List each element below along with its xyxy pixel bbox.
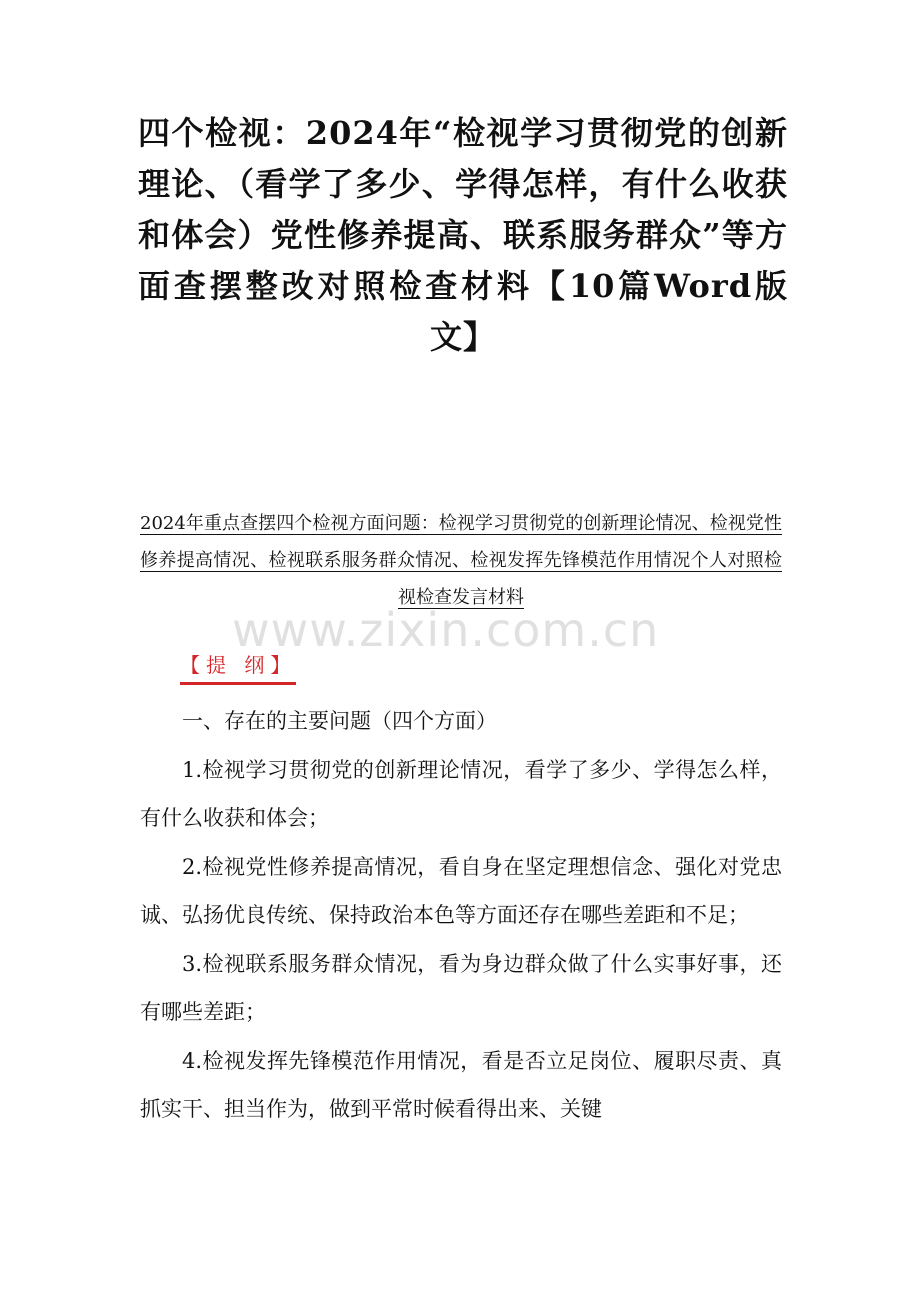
- document-title: 四个检视：2024年“检视学习贯彻党的创新理论、（看学了多少、学得怎样，有什么收获和体会）党性修养提高、联系服务群众”等方面查摆整改对照检查材料【10篇Word版文】: [138, 114, 788, 356]
- body-paragraph: 4.检视发挥先锋模范作用情况，看是否立足岗位、履职尽责、真抓实干、担当作为，做到平常时候看得出来、关键: [140, 1048, 782, 1121]
- body-paragraph: 2.检视党性修养提高情况，看自身在坚定理想信念、强化对党忠诚、弘扬优良传统、保持政治本色等方面还存在哪些差距和不足；: [140, 854, 782, 927]
- outline-label: 【提 纲】: [180, 650, 296, 685]
- body-paragraph: 3.检视联系服务群众情况，看为身边群众做了什么实事好事，还有哪些差距；: [140, 951, 782, 1024]
- watermark: www.zixin.com.cn: [232, 603, 660, 657]
- body-paragraph: 1.检视学习贯彻党的创新理论情况，看学了多少、学得怎么样，有什么收获和体会；: [140, 757, 782, 830]
- document-body: [140, 697, 782, 1134]
- document-subheading: 2024年重点查摆四个检视方面问题：检视学习贯彻党的创新理论情况、检视党性修养提高情况、检视联系服务群众情况、检视发挥先锋模范作用情况个人对照检视检查发言材料: [140, 513, 782, 608]
- body-paragraph: 一、存在的主要问题（四个方面）: [182, 709, 497, 733]
